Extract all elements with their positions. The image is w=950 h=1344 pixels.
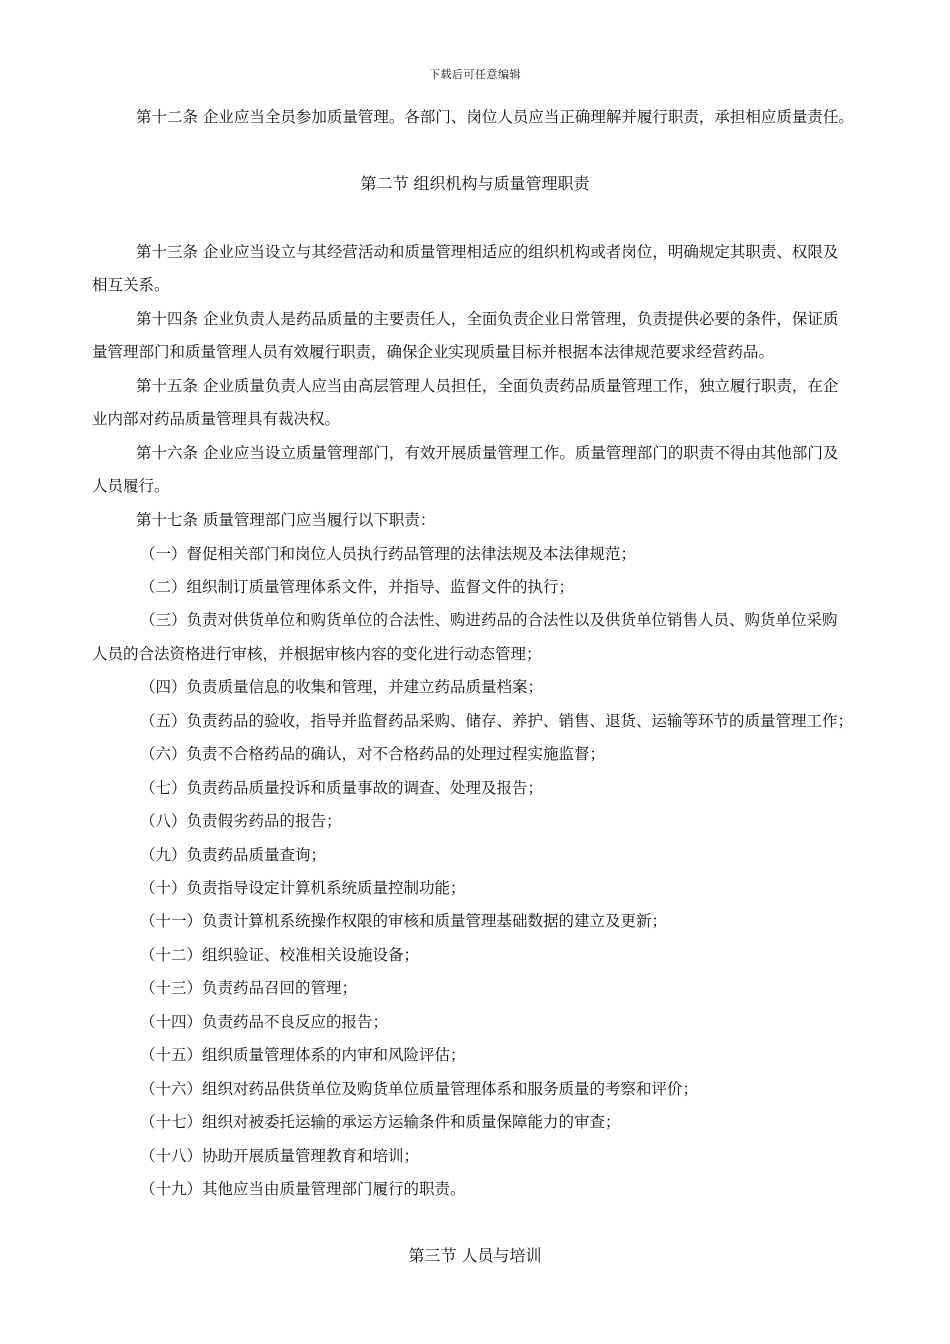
duty-item-3-line-2: 人员的合法资格进行审核，并根据审核内容的变化进行动态管理； [92,645,542,663]
article-12: 第十二条 企业应当全员参加质量管理。各部门、岗位人员应当正确理解并履行职责，承担相应质量责任。 [136,108,854,126]
duty-item-17: （十七）组织对被委托运输的承运方运输条件和质量保障能力的审查； [140,1113,621,1131]
duty-item-3-line-1: （三）负责对供货单位和购货单位的合法性、购进药品的合法性以及供货单位销售人员、购货单位采购 [140,611,838,629]
duty-item-8: （八）负责假劣药品的报告； [140,812,342,830]
article-14-line-1: 第十四条 企业负责人是药品质量的主要责任人，全面负责企业日常管理，负责提供必要的条件，保证质 [136,310,839,328]
duty-item-11: （十一）负责计算机系统操作权限的审核和质量管理基础数据的建立及更新； [140,912,668,930]
duty-item-4: （四）负责质量信息的收集和管理，并建立药品质量档案； [140,678,544,696]
article-16-line-1: 第十六条 企业应当设立质量管理部门，有效开展质量管理工作。质量管理部门的职责不得由其他部门及 [136,444,839,462]
duty-item-14: （十四）负责药品不良反应的报告； [140,1013,389,1031]
duty-item-10: （十）负责指导设定计算机系统质量控制功能； [140,879,466,897]
page-header: 下载后可任意编辑 [429,68,521,81]
duty-item-18: （十八）协助开展质量管理教育和培训； [140,1147,420,1165]
duty-item-6: （六）负责不合格药品的确认，对不合格药品的处理过程实施监督； [140,745,606,763]
article-15-line-2: 业内部对药品质量管理具有裁决权。 [92,410,341,428]
duty-item-7: （七）负责药品质量投诉和质量事故的调查、处理及报告； [140,779,544,797]
duty-item-1: （一）督促相关部门和岗位人员执行药品管理的法律法规及本法律规范； [140,545,637,563]
duty-item-19: （十九）其他应当由质量管理部门履行的职责。 [140,1180,466,1198]
duty-item-9: （九）负责药品质量查询； [140,846,327,864]
article-15-line-1: 第十五条 企业质量负责人应当由高层管理人员担任，全面负责药品质量管理工作，独立履行职责，在企 [136,377,839,395]
duty-item-2: （二）组织制订质量管理体系文件，并指导、监督文件的执行； [140,578,575,596]
section-heading-3: 第三节 人员与培训 [408,1246,542,1265]
duty-item-13: （十三）负责药品召回的管理； [140,979,358,997]
section-heading-2: 第二节 组织机构与质量管理职责 [360,174,590,193]
article-16-line-2: 人员履行。 [92,477,170,495]
article-13-line-2: 相互关系。 [92,276,170,294]
duty-item-16: （十六）组织对药品供货单位及购货单位质量管理体系和服务质量的考察和评价； [140,1080,699,1098]
duty-item-5: （五）负责药品的验收，指导并监督药品采购、储存、养护、销售、退货、运输等环节的质量管理工作； [140,712,854,730]
article-13-line-1: 第十三条 企业应当设立与其经营活动和质量管理相适应的组织机构或者岗位，明确规定其职责、权限及 [136,243,839,261]
duty-item-12: （十二）组织验证、校准相关设施设备； [140,946,420,964]
duty-item-15: （十五）组织质量管理体系的内审和风险评估； [140,1046,466,1064]
article-14-line-2: 量管理部门和质量管理人员有效履行职责，确保企业实现质量目标并根据本法律规范要求经营药品。 [92,343,775,361]
article-17: 第十七条 质量管理部门应当履行以下职责： [136,511,436,529]
